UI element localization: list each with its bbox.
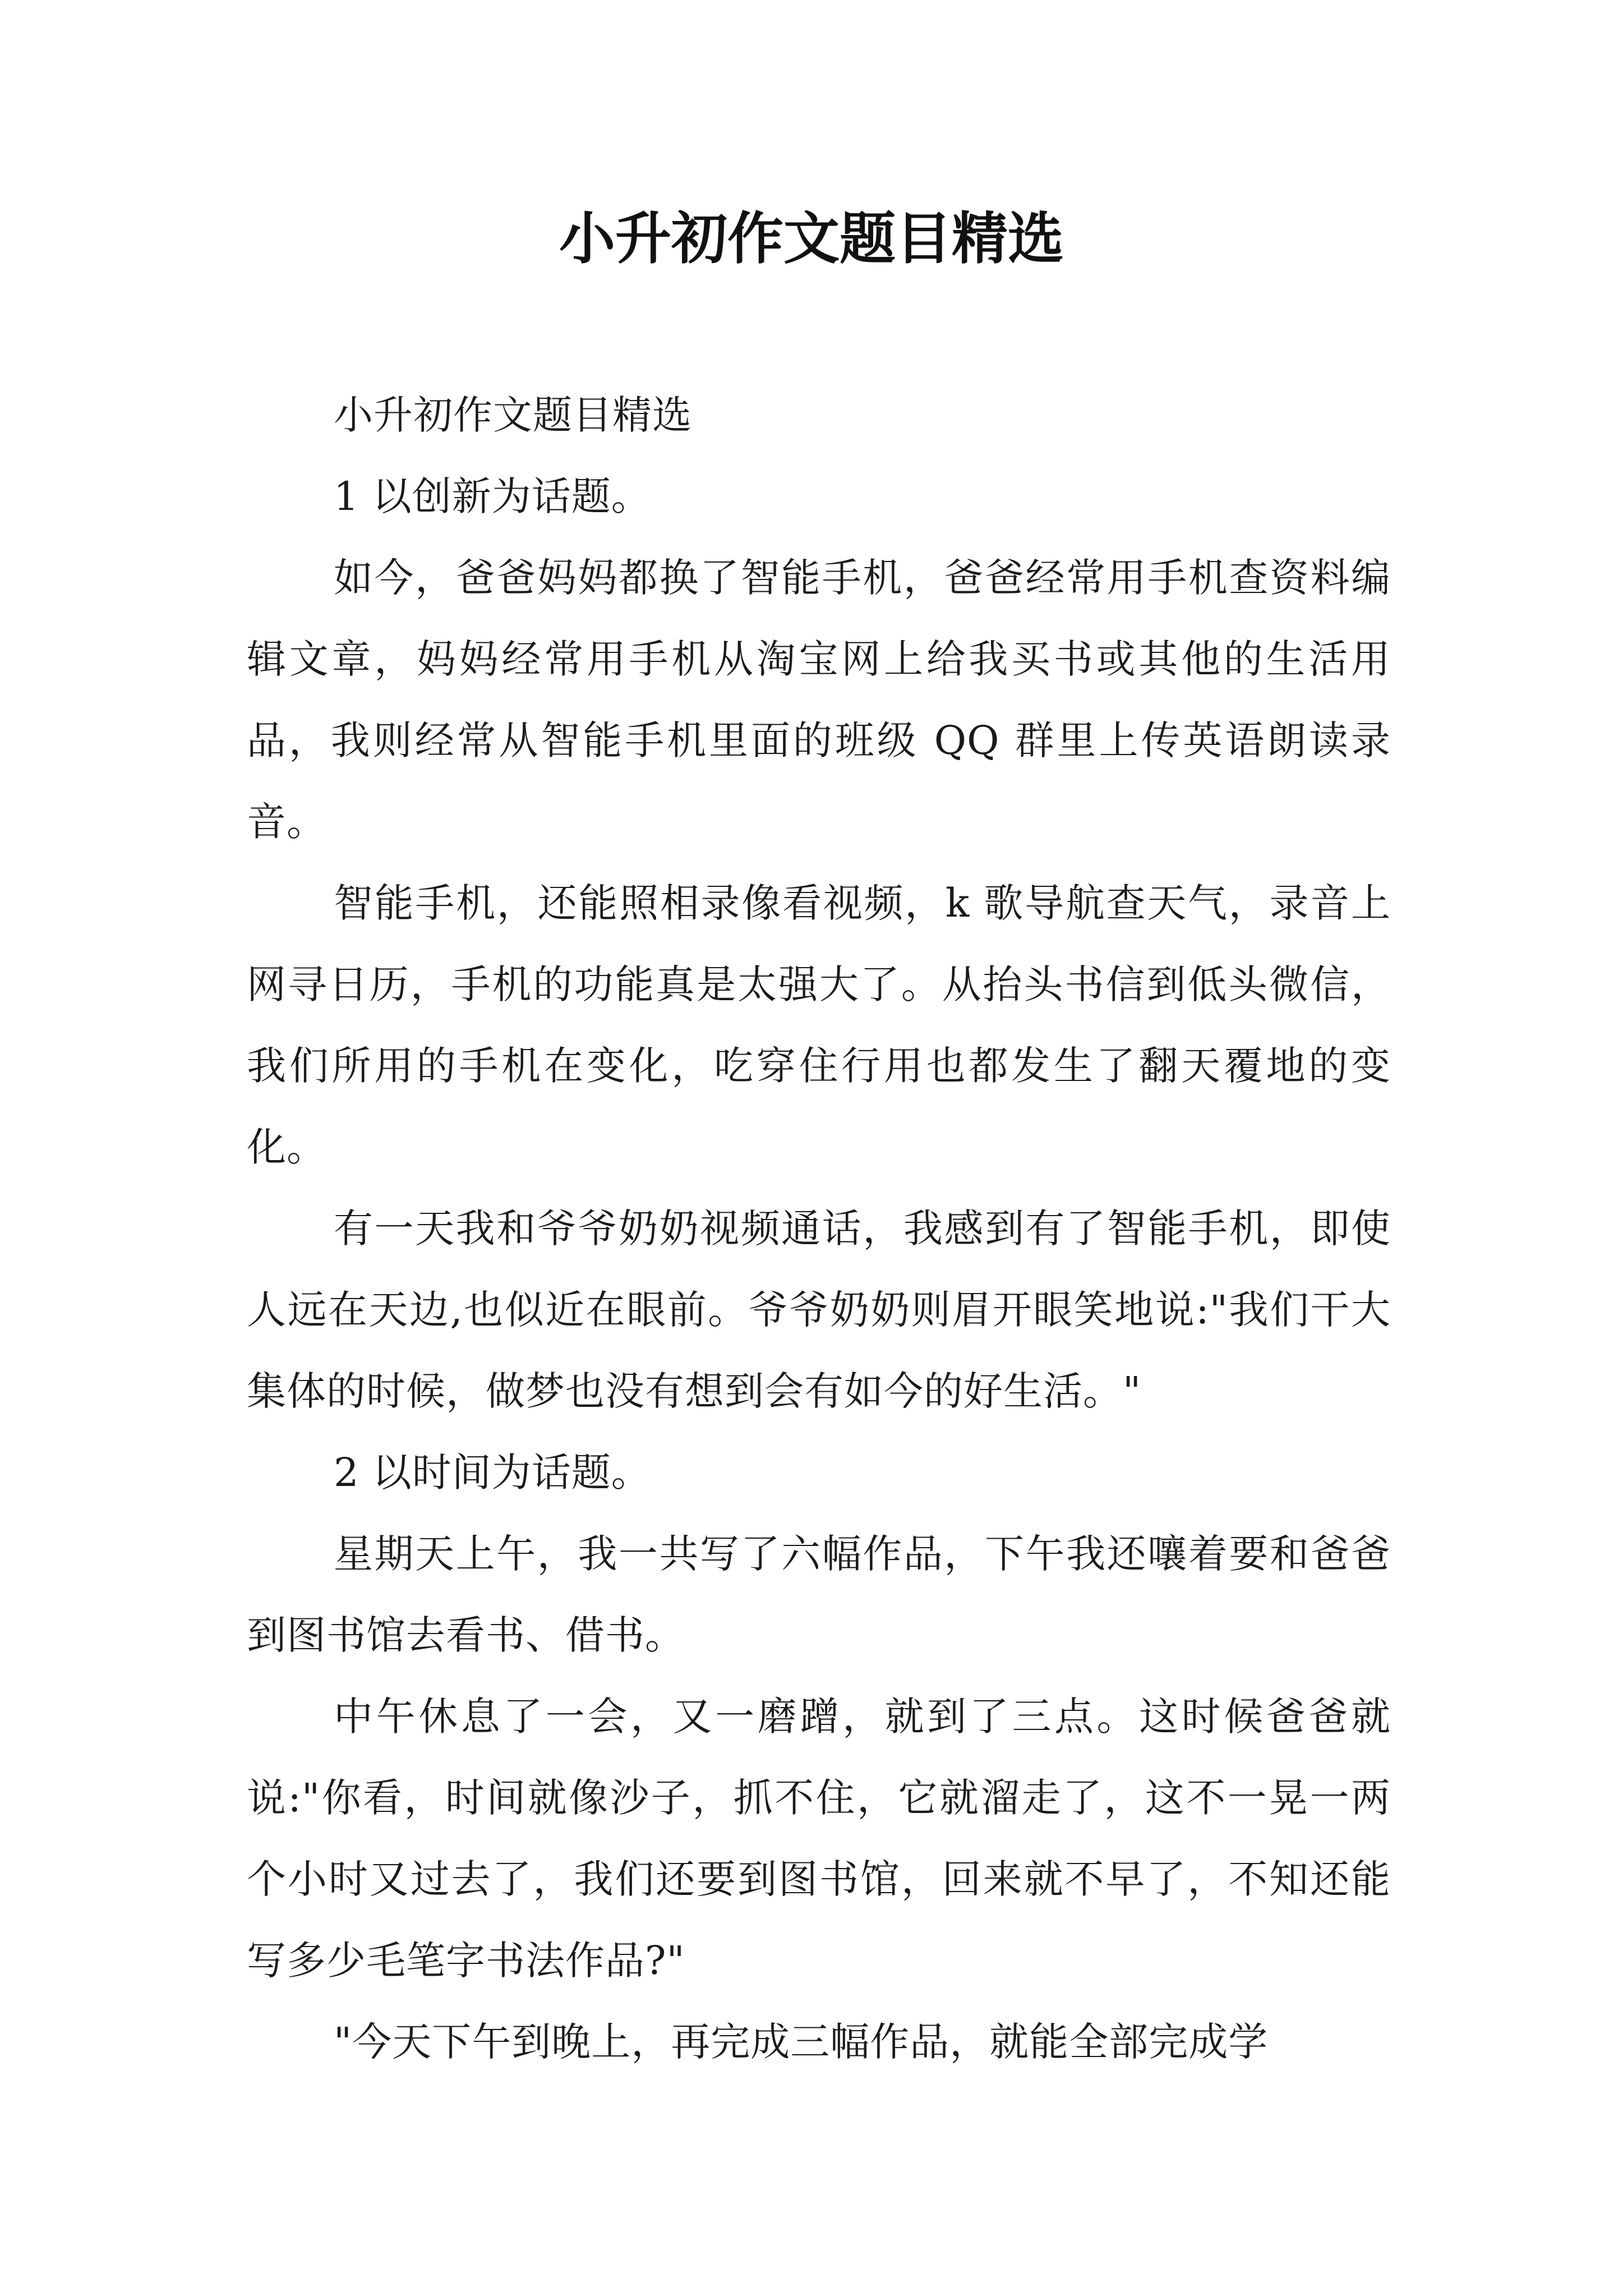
body-heading: 小升初作文题目精选: [334, 392, 692, 438]
paragraph: 智能手机，还能照相录像看视频，k 歌导航查天气，录音上网寻日历，手机的功能真是太强大了。从抬头书信到低头微信，我们所用的手机在变化，吃穿住行用也都发生了翻天覆地的变化。: [247, 880, 1391, 1170]
document-body: [247, 375, 1391, 2083]
paragraph: 星期天上午，我一共写了六幅作品，下午我还嚷着要和爸爸到图书馆去看书、借书。: [247, 1531, 1391, 1658]
paragraph: 中午休息了一会，又一磨蹭，就到了三点。这时候爸爸就说:"你看，时间就像沙子，抓不住，它就溜走了，这不一晃一两个小时又过去了，我们还要到图书馆，回来就不早了，不知还能写多少毛笔字书法作品?": [247, 1694, 1391, 1984]
paragraph: "今天下午到晚上，再完成三幅作品，就能全部完成学: [334, 2019, 1269, 2065]
document-title: 小升初作文题目精选: [559, 205, 1064, 272]
paragraph: 如今，爸爸妈妈都换了智能手机，爸爸经常用手机查资料编辑文章，妈妈经常用手机从淘宝网上给我买书或其他的生活用品，我则经常从智能手机里面的班级 QQ 群里上传英语朗读录音。: [247, 555, 1391, 845]
topic-heading-innovation: 1 以创新为话题。: [334, 473, 651, 519]
topic-heading-time: 2 以时间为话题。: [334, 1450, 651, 1496]
paragraph: 有一天我和爷爷奶奶视频通话，我感到有了智能手机，即使人远在天边,也似近在眼前。爷爷奶奶则眉开眼笑地说:"我们干大集体的时候，做梦也没有想到会有如今的好生活。": [247, 1205, 1391, 1414]
